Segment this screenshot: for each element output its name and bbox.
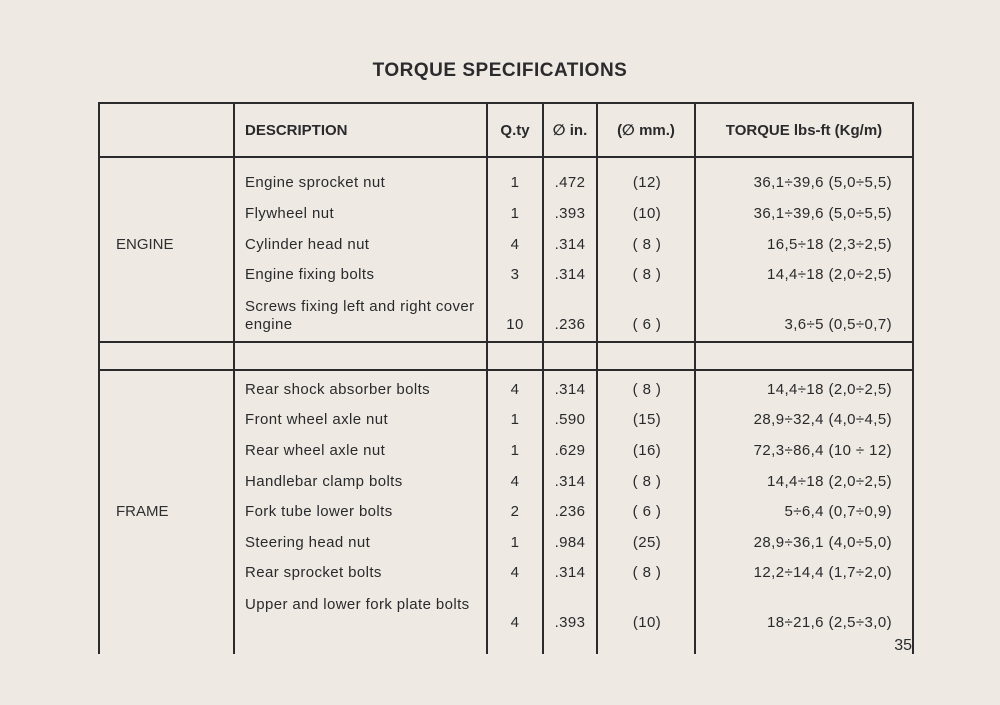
row-qty: 1 bbox=[510, 174, 520, 191]
row-diameter-in: .472 bbox=[554, 174, 586, 191]
row-description: Rear wheel axle nut bbox=[245, 442, 386, 459]
page-title: TORQUE SPECIFICATIONS bbox=[372, 60, 628, 81]
row-description: Engine fixing bolts bbox=[245, 266, 375, 283]
row-description: Rear shock absorber bolts bbox=[245, 381, 431, 398]
engine-group-label: ENGINE bbox=[116, 236, 174, 253]
row-torque: 3,6÷5 (0,5÷0,7) bbox=[784, 316, 892, 333]
row-diameter-in: .236 bbox=[554, 503, 586, 520]
header-torque: TORQUE lbs-ft (Kg/m) bbox=[725, 121, 883, 139]
row-qty: 1 bbox=[510, 442, 520, 459]
row-torque: 14,4÷18 (2,0÷2,5) bbox=[766, 266, 892, 283]
column-divider bbox=[486, 343, 488, 369]
row-diameter-mm: ( 8 ) bbox=[632, 473, 662, 490]
row-description: Rear sprocket bolts bbox=[245, 564, 382, 581]
row-diameter-mm: (12) bbox=[632, 174, 662, 191]
row-description: Upper and lower fork plate bolts bbox=[245, 596, 470, 613]
row-diameter-in: .236 bbox=[554, 316, 586, 333]
row-diameter-mm: (16) bbox=[632, 442, 662, 459]
row-qty: 1 bbox=[510, 411, 520, 428]
row-qty: 10 bbox=[506, 316, 524, 333]
page-number: 35 bbox=[894, 637, 912, 654]
column-divider bbox=[486, 371, 488, 654]
row-diameter-in: .314 bbox=[554, 266, 586, 283]
column-divider bbox=[596, 343, 598, 369]
row-diameter-in: .393 bbox=[554, 205, 586, 222]
row-diameter-mm: (15) bbox=[632, 411, 662, 428]
row-diameter-in: .984 bbox=[554, 534, 586, 551]
row-qty: 4 bbox=[510, 381, 520, 398]
section-spacer bbox=[100, 343, 912, 371]
header-qty: Q.ty bbox=[500, 121, 530, 139]
column-divider bbox=[233, 343, 235, 369]
row-description: Screws fixing left and right cover engine bbox=[245, 298, 475, 333]
table-header bbox=[100, 104, 912, 158]
header-diameter-mm: (∅ mm.) bbox=[617, 122, 675, 139]
row-diameter-mm: ( 8 ) bbox=[632, 266, 662, 283]
torque-table bbox=[98, 102, 914, 654]
column-divider bbox=[233, 371, 235, 654]
row-diameter-in: .314 bbox=[554, 564, 586, 581]
column-divider bbox=[596, 158, 598, 341]
row-torque: 5÷6,4 (0,7÷0,9) bbox=[784, 503, 892, 520]
row-diameter-mm: ( 6 ) bbox=[632, 503, 662, 520]
row-description: Steering head nut bbox=[245, 534, 371, 551]
row-qty: 4 bbox=[510, 614, 520, 631]
column-divider bbox=[694, 343, 696, 369]
row-diameter-in: .314 bbox=[554, 381, 586, 398]
row-diameter-mm: (10) bbox=[632, 205, 662, 222]
row-description: Front wheel axle nut bbox=[245, 411, 389, 428]
column-divider bbox=[596, 371, 598, 654]
row-diameter-mm: ( 8 ) bbox=[632, 381, 662, 398]
row-torque: 28,9÷32,4 (4,0÷4,5) bbox=[753, 411, 892, 428]
row-diameter-in: .629 bbox=[554, 442, 586, 459]
column-divider bbox=[694, 158, 696, 341]
row-diameter-mm: (25) bbox=[632, 534, 662, 551]
row-qty: 4 bbox=[510, 236, 520, 253]
column-divider bbox=[486, 158, 488, 341]
row-torque: 36,1÷39,6 (5,0÷5,5) bbox=[753, 174, 892, 191]
frame-section bbox=[100, 371, 912, 654]
row-description: Flywheel nut bbox=[245, 205, 335, 222]
row-qty: 4 bbox=[510, 564, 520, 581]
row-diameter-in: .314 bbox=[554, 473, 586, 490]
engine-section bbox=[100, 158, 912, 343]
frame-group-label: FRAME bbox=[116, 503, 169, 520]
row-qty: 1 bbox=[510, 205, 520, 222]
header-description: DESCRIPTION bbox=[245, 121, 348, 139]
row-qty: 3 bbox=[510, 266, 520, 283]
row-torque: 28,9÷36,1 (4,0÷5,0) bbox=[753, 534, 892, 551]
row-diameter-mm: ( 8 ) bbox=[632, 236, 662, 253]
row-diameter-in: .590 bbox=[554, 411, 586, 428]
row-torque: 14,4÷18 (2,0÷2,5) bbox=[766, 473, 892, 490]
column-divider bbox=[542, 158, 544, 341]
header-diameter-in: ∅ in. bbox=[552, 122, 588, 139]
row-diameter-in: .314 bbox=[554, 236, 586, 253]
row-torque: 16,5÷18 (2,3÷2,5) bbox=[766, 236, 892, 253]
row-description: Handlebar clamp bolts bbox=[245, 473, 403, 490]
column-divider bbox=[542, 343, 544, 369]
row-description: Cylinder head nut bbox=[245, 236, 370, 253]
row-description: Fork tube lower bolts bbox=[245, 503, 393, 520]
row-diameter-mm: (10) bbox=[632, 614, 662, 631]
row-qty: 1 bbox=[510, 534, 520, 551]
row-diameter-mm: ( 8 ) bbox=[632, 564, 662, 581]
row-torque: 36,1÷39,6 (5,0÷5,5) bbox=[753, 205, 892, 222]
row-qty: 2 bbox=[510, 503, 520, 520]
row-torque: 18÷21,6 (2,5÷3,0) bbox=[766, 614, 892, 631]
column-divider bbox=[233, 158, 235, 341]
column-divider bbox=[542, 371, 544, 654]
row-description: Engine sprocket nut bbox=[245, 174, 386, 191]
row-torque: 14,4÷18 (2,0÷2,5) bbox=[766, 381, 892, 398]
column-divider bbox=[694, 371, 696, 654]
row-diameter-in: .393 bbox=[554, 614, 586, 631]
column-divider bbox=[233, 104, 235, 156]
row-torque: 72,3÷86,4 (10 ÷ 12) bbox=[753, 442, 892, 459]
row-qty: 4 bbox=[510, 473, 520, 490]
row-torque: 12,2÷14,4 (1,7÷2,0) bbox=[753, 564, 892, 581]
row-diameter-mm: ( 6 ) bbox=[632, 316, 662, 333]
